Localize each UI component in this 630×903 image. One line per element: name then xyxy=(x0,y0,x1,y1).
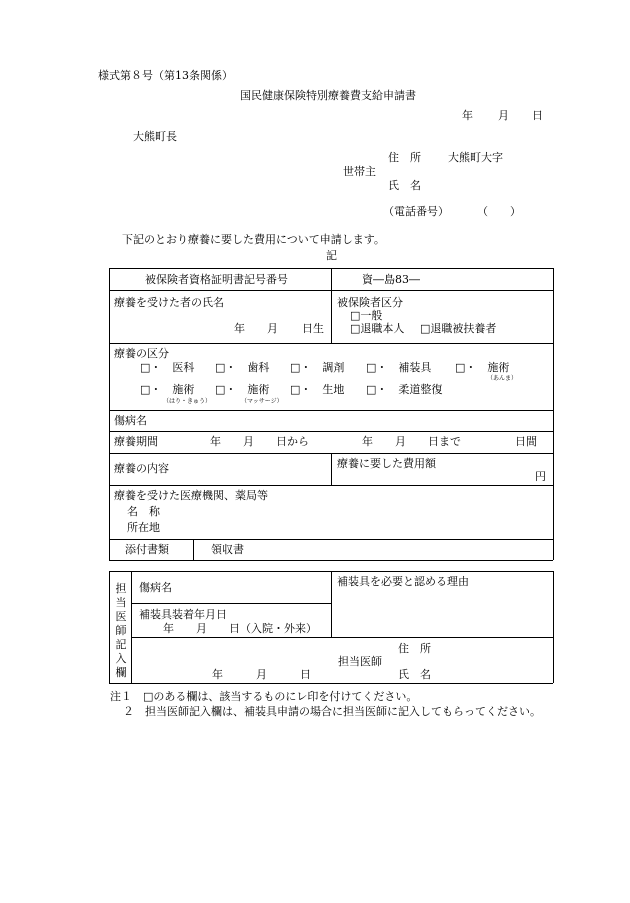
recipient: 大熊町長 xyxy=(133,130,177,143)
period-to: 年 月 日まで xyxy=(362,435,461,448)
ki-mark: 記 xyxy=(326,249,337,262)
care-option-treatment-anma[interactable]: □・ 施術 xyxy=(455,361,510,374)
date-day: 日 xyxy=(532,109,543,122)
intro-text: 下記のとおり療養に要した費用について申請します。 xyxy=(122,233,385,246)
disease-label: 傷病名 xyxy=(114,414,147,427)
doctor-disease-label: 傷病名 xyxy=(139,581,172,594)
birth-year: 年 xyxy=(234,322,245,335)
care-class-label: 療養の区分 xyxy=(114,347,169,360)
sign-date: 年 月 日 xyxy=(212,668,311,681)
note-2: ２ 担当医師記入欄は、補装具申請の場合に担当医師に記入してもらってください。 xyxy=(123,705,541,718)
note-anma: （あんま） xyxy=(487,375,518,382)
patient-name-label: 療養を受けた者の氏名 xyxy=(114,296,224,309)
fit-date-value: 年 月 日（入院・外来） xyxy=(163,622,317,635)
care-option-judo[interactable]: □・ 柔道整復 xyxy=(366,383,443,396)
date-month: 月 xyxy=(498,109,509,122)
phone-label: （電話番号） xyxy=(383,205,449,218)
cert-value: 資―島83― xyxy=(362,273,420,286)
care-content-label: 療養の内容 xyxy=(114,462,169,475)
reason-label: 補装具を必要と認める理由 xyxy=(337,575,469,588)
care-option-treatment-hari[interactable]: □・ 施術 xyxy=(140,383,195,396)
doctor-address-label: 住 所 xyxy=(398,642,431,655)
care-option-medical[interactable]: □・ 医科 xyxy=(140,361,195,374)
cost-unit: 円 xyxy=(535,470,546,483)
form-title: 国民健康保険特別療養費支給申請書 xyxy=(240,89,416,102)
address-value: 大熊町大字 xyxy=(448,151,503,164)
household-head-label: 世帯主 xyxy=(343,165,376,178)
insured-option-general[interactable]: □一般 xyxy=(350,309,383,322)
doctor-section-label: 担当医師記入欄 xyxy=(115,582,127,679)
phone-paren: （ ） xyxy=(477,205,521,218)
facility-name-label: 名 称 xyxy=(127,505,160,518)
insured-class-label: 被保険者区分 xyxy=(337,296,403,309)
attachment-value: 領収書 xyxy=(211,543,244,556)
doctor-name-label: 氏 名 xyxy=(398,668,431,681)
period-label: 療養期間 xyxy=(114,435,158,448)
insured-option-retired[interactable]: □退職本人 xyxy=(350,322,405,335)
address-label: 住 所 xyxy=(388,151,421,164)
care-option-dental[interactable]: □・ 歯科 xyxy=(215,361,270,374)
care-option-pharmacy[interactable]: □・ 調剤 xyxy=(290,361,345,374)
cost-label: 療養に要した費用額 xyxy=(337,457,436,470)
date-year: 年 xyxy=(462,109,473,122)
insured-option-dependent[interactable]: □退職被扶養者 xyxy=(420,322,497,335)
cert-label: 被保険者資格証明書記号番号 xyxy=(145,273,288,286)
name-label: 氏 名 xyxy=(388,179,421,192)
birth-day: 日生 xyxy=(302,322,324,335)
care-option-fabric[interactable]: □・ 生地 xyxy=(290,383,345,396)
birth-month: 月 xyxy=(267,322,278,335)
period-from: 年 月 日から xyxy=(210,435,309,448)
doctor-label: 担当医師 xyxy=(338,655,382,668)
note-hari: （はり・きゅう） xyxy=(163,398,212,405)
period-days: 日間 xyxy=(515,435,537,448)
care-option-treatment-massage[interactable]: □・ 施術 xyxy=(215,383,270,396)
fit-date-label: 補装具装着年月日 xyxy=(139,608,227,621)
note-massage: （マッサージ） xyxy=(241,398,283,405)
attachment-label: 添付書類 xyxy=(125,543,169,556)
facility-label: 療養を受けた医療機関、薬局等 xyxy=(114,489,268,502)
note-1: 注１ □のある欄は、該当するものにレ印を付けてください。 xyxy=(110,690,418,703)
care-option-orthosis[interactable]: □・ 補装具 xyxy=(366,361,432,374)
form-number: 様式第８号（第13条関係） xyxy=(98,69,233,82)
facility-address-label: 所在地 xyxy=(127,521,160,534)
